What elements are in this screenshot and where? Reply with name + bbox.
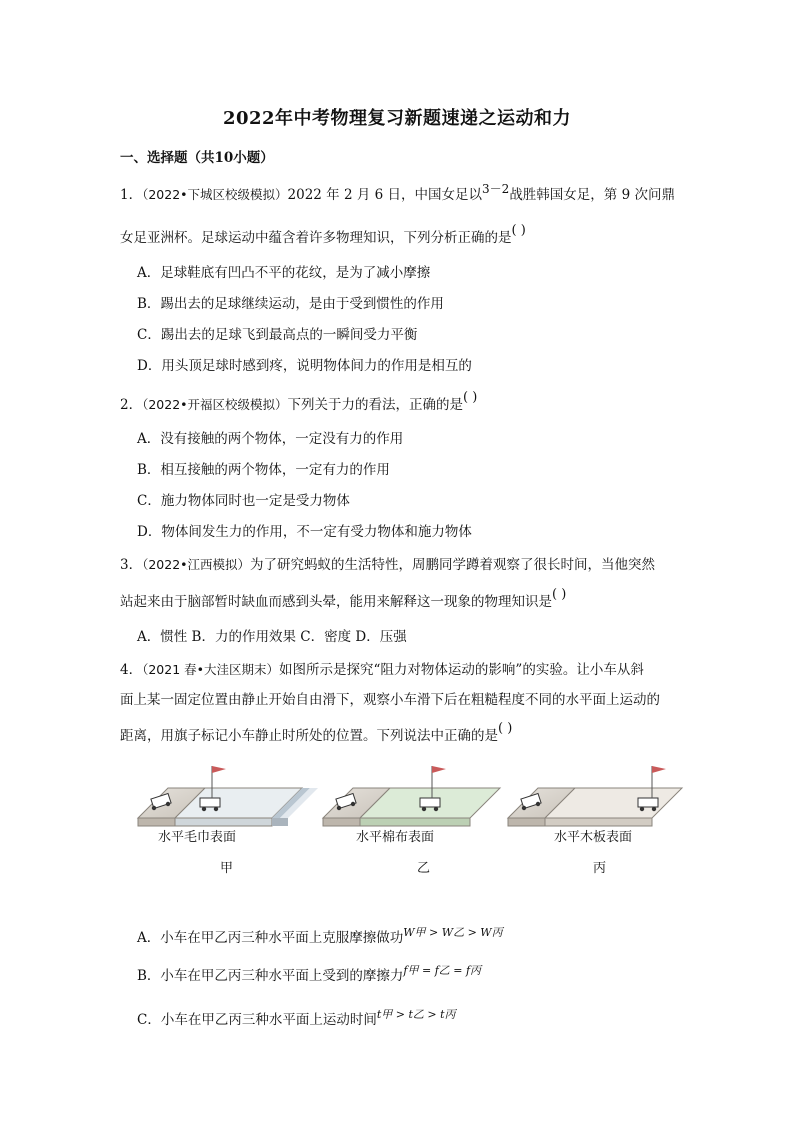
panel-towel — [138, 766, 318, 826]
page-title: 2022年中考物理复习新题速递之运动和力 — [222, 108, 572, 129]
answer-blank: ( ) — [463, 390, 478, 405]
question-3-line-2: 站起来由于脑部暂时缺血而感到头晕，能用来解释这一现象的物理知识是( ) — [120, 587, 567, 610]
question-1-line-1: 1．（2022•下城区校级模拟）2022 年 2 月 6 日，中国女足以3－2战胜韩国女足，第 9 次问鼎 — [120, 182, 675, 203]
question-4-line-2: 面上某一固定位置由静止开始自由滑下，观察小车滑下后在粗糙程度不同的水平面上运动的 — [120, 692, 660, 708]
time-formula: t甲 > t乙 > t丙 — [376, 1008, 456, 1021]
panel-wood — [508, 766, 682, 826]
panel-name-yi: 乙 — [417, 861, 431, 876]
question-1-option-c: C．踢出去的足球飞到最高点的一瞬间受力平衡 — [137, 327, 418, 343]
friction-formula: f甲 = f乙 = f丙 — [403, 964, 482, 977]
surface-label-cotton: 水平棉布表面 — [356, 830, 435, 845]
question-1-option-d: D．用头顶足球时感到疼，说明物体间力的作用是相互的 — [137, 358, 472, 374]
question-2-option-b: B．相互接触的两个物体，一定有力的作用 — [137, 462, 390, 478]
panel-name-bing: 丙 — [593, 861, 607, 876]
question-4-line-1: 4．（2021 春•大洼区期末）如图所示是探究“阻力对物体运动的影响”的实验。让小车从斜 — [120, 662, 644, 678]
panel-cotton — [323, 766, 500, 826]
question-4-source: （2021 春•大洼区期末） — [142, 662, 280, 677]
question-1-option-a: A．足球鞋底有凹凸不平的花纹，是为了减小摩擦 — [137, 265, 431, 281]
surface-label-wood: 水平木板表面 — [554, 830, 633, 845]
question-1-line-2: 女足亚洲杯。足球运动中蕴含着许多物理知识，下列分析正确的是( ) — [120, 223, 526, 246]
question-4-line-3: 距离，用旗子标记小车静止时所处的位置。下列说法中正确的是( ) — [120, 721, 513, 744]
question-4-option-c: C．小车在甲乙丙三种水平面上运动时间$^{t甲 > t乙 > t丙}$ — [137, 1008, 456, 1028]
question-2-stem: 2．（2022•开福区校级模拟）下列关于力的看法，正确的是( ) — [120, 390, 478, 413]
question-3-source: （2022•江西模拟） — [142, 557, 251, 572]
question-4-option-b: B．小车在甲乙丙三种水平面上受到的摩擦力$^{f甲 = f乙 = f丙}$ — [137, 964, 482, 984]
surface-label-towel: 水平毛巾表面 — [158, 830, 237, 845]
question-3-line-1: 3．（2022•江西模拟）为了研究蚂蚁的生活特性，周鹏同学蹲着观察了很长时间，当他突然 — [120, 557, 656, 573]
question-3-options: A．惯性 B．力的作用效果 C．密度 D．压强 — [137, 629, 407, 645]
work-formula: W甲 > W乙 > W丙 — [403, 926, 503, 939]
answer-blank: ( ) — [511, 223, 526, 238]
question-4-option-a: A．小车在甲乙丙三种水平面上克服摩擦做功$^{W甲 > W乙 > W丙}$ — [137, 926, 503, 946]
experiment-figure — [130, 760, 690, 880]
section-heading: 一、选择题（共10小题） — [120, 150, 274, 166]
question-2-option-d: D．物体间发生力的作用，不一定有受力物体和施力物体 — [137, 524, 472, 540]
question-1-option-b: B．踢出去的足球继续运动，是由于受到惯性的作用 — [137, 296, 444, 312]
question-2-option-a: A．没有接触的两个物体，一定没有力的作用 — [137, 431, 404, 447]
question-2-option-c: C．施力物体同时也一定是受力物体 — [137, 493, 350, 509]
score-formula: 3－2 — [482, 182, 510, 196]
panel-name-jia: 甲 — [220, 861, 234, 876]
answer-blank: ( ) — [552, 587, 567, 602]
answer-blank: ( ) — [498, 721, 513, 736]
question-2-source: （2022•开福区校级模拟） — [142, 397, 288, 412]
question-1-source: （2022•下城区校级模拟） — [142, 187, 288, 202]
